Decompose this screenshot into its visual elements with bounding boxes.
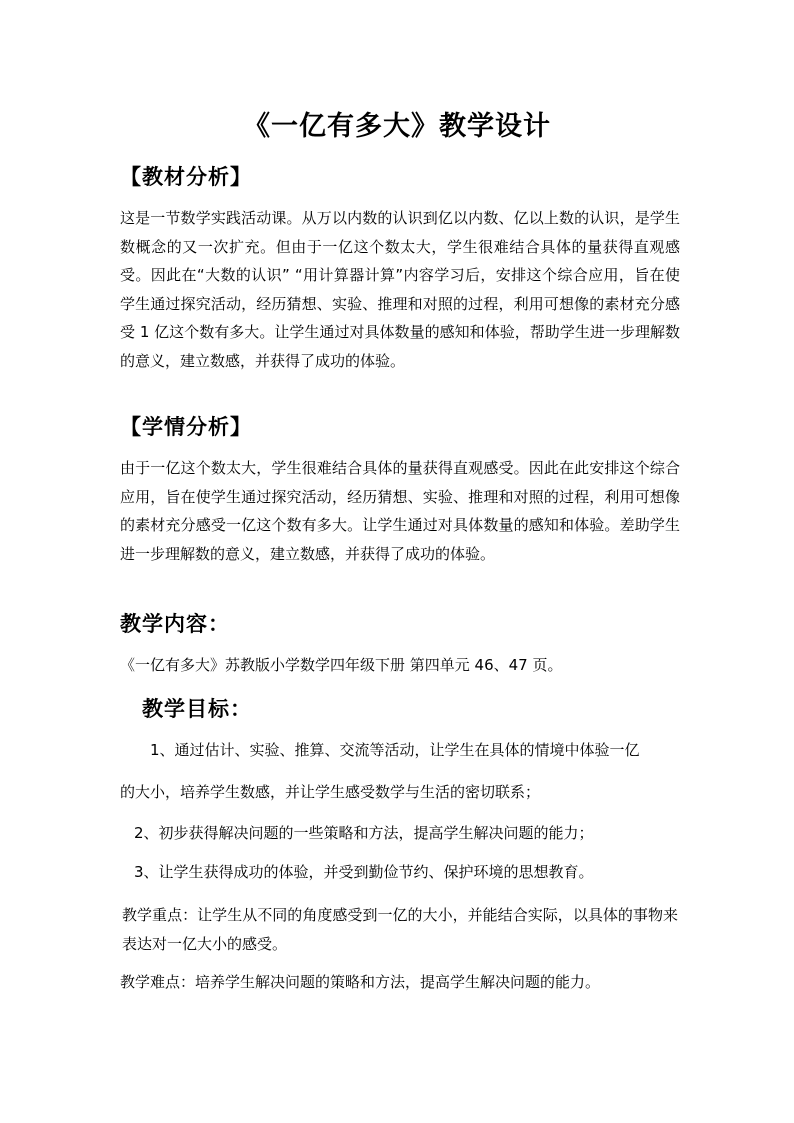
teaching-key-points: 教学重点：让学生从不同的角度感受到一亿的大小，并能结合实际，以具体的事物来表达对一亿大小的感受。 [122, 906, 678, 953]
teaching-goal-1-line-1: 1、通过估计、实验、推算、交流等活动，让学生在具体的情境中体验一亿 [150, 741, 640, 759]
heading-textbook-analysis: 【教材分析】 [120, 164, 252, 189]
teaching-goal-2: 2、初步获得解决问题的一些策略和方法，提高学生解决问题的能力； [134, 824, 594, 842]
teaching-goal-1-line-2: 的大小，培养学生数感，并让学生感受数学与生活的密切联系； [120, 783, 541, 801]
teaching-difficulties: 教学难点：培养学生解决问题的策略和方法，提高学生解决问题的能力。 [120, 973, 601, 991]
paragraph-textbook-analysis: 这是一节数学实践活动课。从万以内数的认识到亿以内数、亿以上数的认识，是学生数概念的又一次扩充。但由于一亿这个数太大，学生很难结合具体的量获得直观感受。因此在“大数的认识” “用计算器计算”内容学习后，安排这个综合应用，旨在使学生通过探究活动，经历猜想、实验、推理和对照的过程，利用可想像的素材充分感受 1 亿这个数有多大。让学生通过对具体数量的感知和体验，帮助学生进一步理解数的意义，建立数感，并获得了成功的体验。 [120, 209, 680, 370]
heading-learner-analysis: 【学情分析】 [120, 414, 252, 439]
teaching-content-text: 《一亿有多大》苏教版小学数学四年级下册 第四单元 46、47 页。 [120, 656, 563, 674]
document-title: 《一亿有多大》教学设计 [243, 111, 551, 142]
heading-teaching-content: 教学内容： [120, 611, 230, 636]
teaching-goal-3: 3、让学生获得成功的体验，并受到勤俭节约、保护环境的思想教育。 [134, 863, 594, 881]
heading-teaching-goals: 教学目标： [142, 696, 252, 721]
paragraph-learner-analysis: 由于一亿这个数太大，学生很难结合具体的量获得直观感受。因此在此安排这个综合应用，旨在使学生通过探究活动，经历猜想、实验、推理和对照的过程，利用可想像的素材充分感受一亿这个数有多大。让学生通过对具体数量的感知和体验。差助学生进一步理解数的意义，建立数感，并获得了成功的体验。 [120, 459, 680, 563]
